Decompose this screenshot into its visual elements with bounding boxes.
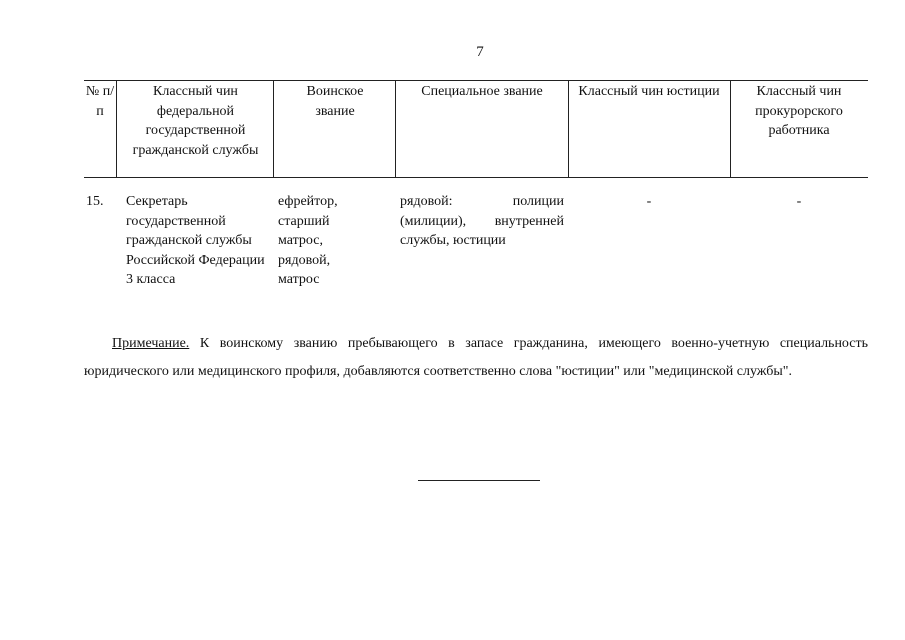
- column-divider: [568, 80, 569, 177]
- header-civil-rank: Классный чин федеральной государственной гражданской службы: [132, 84, 259, 158]
- column-divider: [273, 80, 274, 177]
- header-military-rank: Воинское звание: [306, 84, 364, 119]
- header-prosecutor-rank: Классный чин прокурорского работника: [755, 84, 843, 138]
- row-prosecutor-rank: -: [796, 194, 802, 209]
- note-label: Примечание.: [112, 336, 190, 351]
- note-paragraph: [84, 330, 868, 386]
- row-number: 15.: [86, 194, 104, 209]
- column-divider: [730, 80, 731, 177]
- row-military-rank: ефрейтор, старший матрос, рядовой, матрос: [278, 194, 338, 287]
- table-top-rule: [84, 80, 868, 81]
- row-civil-rank: Секретарь государственной гражданской службы Российской Федерации 3 класса: [126, 194, 265, 287]
- page-number: 7: [476, 44, 484, 60]
- column-divider: [116, 80, 117, 177]
- header-number: № п/п: [85, 84, 115, 119]
- table-header-rule: [84, 177, 868, 178]
- column-divider: [395, 80, 396, 177]
- row-special-rank: рядовой: полиции (милиции), внутренней службы, юстиции: [400, 194, 564, 248]
- note-text: К воинскому званию пребывающего в запасе гражданина, имеющего военно-учетную специальность юридического или медицинского профиля, добавляются соответственно слова "юстиции" или "медицинской службы".: [84, 336, 869, 379]
- row-justice-rank: -: [646, 194, 652, 209]
- header-justice-rank: Классный чин юстиции: [578, 84, 720, 99]
- separator-line: [418, 480, 540, 481]
- header-special-rank: Специальное звание: [421, 84, 543, 99]
